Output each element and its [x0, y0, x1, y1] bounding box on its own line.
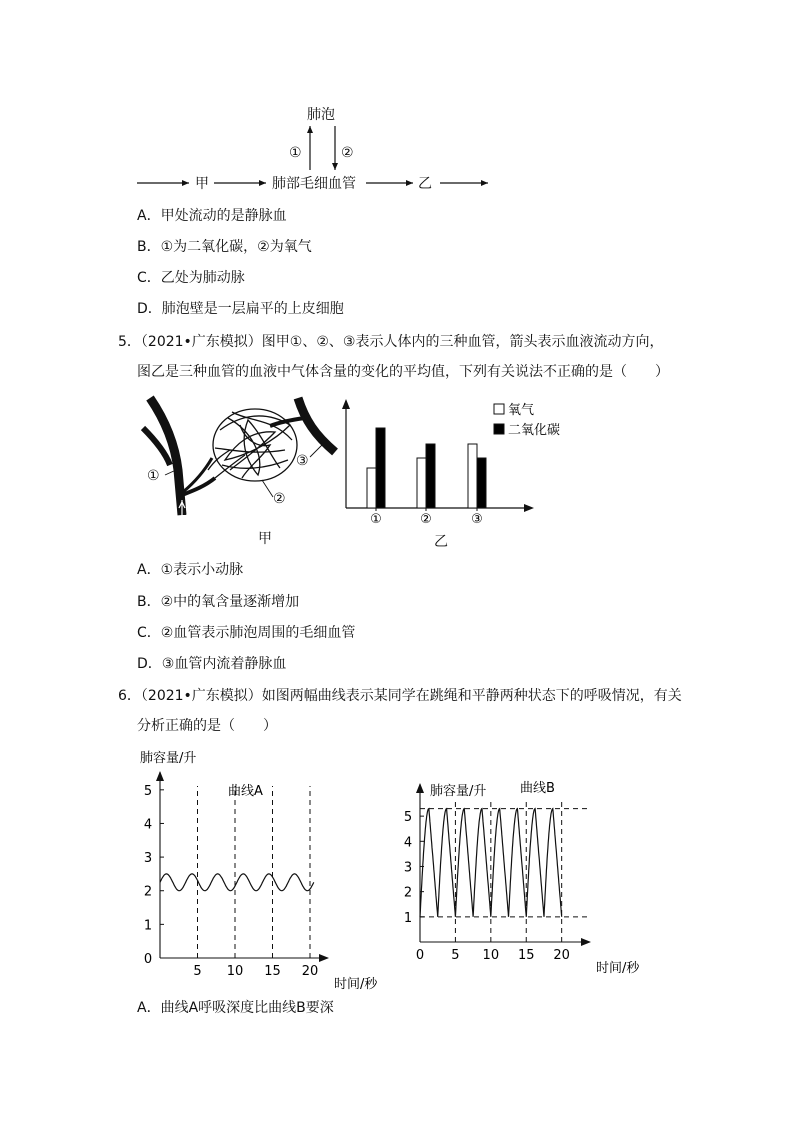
capillary-label: 肺部毛细血管 — [272, 176, 356, 192]
chart2-y-axis-arrow — [416, 783, 424, 793]
chart2-x-tick-label: 10 — [482, 948, 500, 963]
q5-option-c: C．②血管表示肺泡周围的毛细血管 — [137, 625, 356, 641]
x-tick-label: ③ — [471, 512, 483, 527]
chart2-x-axis-arrow — [581, 938, 591, 946]
yi-label: 乙 — [418, 176, 432, 192]
chart1-volume-curve — [160, 874, 314, 891]
jia-label: 甲 — [195, 176, 209, 192]
chart1-x-tick-label: 15 — [264, 964, 281, 979]
chart1-x-tick-label: 10 — [226, 964, 244, 979]
q4-option-c: C．乙处为肺动脉 — [137, 270, 245, 286]
chart1-y-tick-label: 1 — [143, 918, 153, 934]
q4-option-a: A．甲处流动的是静脉血 — [137, 208, 287, 224]
chart1-y-tick-label: 5 — [143, 783, 153, 799]
q5-stem-line2: 图乙是三种血管的血液中气体含量的变化的平均值，下列有关说法不正确的是（ ） — [137, 364, 669, 380]
chart1-y-tick-label: 3 — [143, 851, 153, 867]
chart2-title: 曲线B — [520, 781, 555, 796]
q5-option-d: D．③血管内流着静脉血 — [137, 656, 287, 672]
chart2-y-tick-label: 3 — [403, 860, 413, 876]
chart1-y-axis-arrow — [156, 771, 164, 781]
figure-jia-label: 甲 — [258, 531, 272, 547]
q6-stem-line1: 6．（2021•广东模拟）如图两幅曲线表示某同学在跳绳和平静两种状态下的呼吸情况，有关 — [118, 688, 682, 704]
chart1-y-tick-label: 2 — [143, 884, 153, 900]
chart1-x-label: 时间/秒 — [334, 977, 378, 992]
circle-2-label: ② — [341, 145, 354, 161]
q5-stem-line1: 5．（2021•广东模拟）图甲①、②、③表示人体内的三种血管，箭头表示血液流动方向， — [118, 334, 664, 350]
vessel-label-1: ① — [147, 468, 160, 484]
x-tick-label: ① — [370, 512, 382, 527]
chart2-x-label: 时间/秒 — [596, 961, 640, 976]
chart1-y-tick-label: 0 — [143, 952, 153, 967]
chart1-y-label: 肺容量/升 — [140, 751, 197, 766]
vessel-label-2: ② — [273, 491, 286, 507]
chart1-y-tick-label: 4 — [143, 817, 153, 833]
chart1-x-axis-arrow — [319, 954, 329, 962]
chart2-y-tick-label: 2 — [403, 885, 413, 901]
chart2-y-label: 肺容量/升 — [430, 784, 487, 799]
figure-yi-label: 乙 — [434, 534, 448, 550]
chart2-x-tick-label: 20 — [553, 948, 570, 963]
q5-option-b: B．②中的氧含量逐渐增加 — [137, 594, 300, 610]
chart1-x-tick-label: 5 — [193, 964, 202, 979]
q5-option-a: A．①表示小动脉 — [137, 562, 244, 578]
circle-1-label: ① — [289, 145, 302, 161]
legend-label-co2: 二氧化碳 — [508, 423, 561, 438]
q4-option-b: B．①为二氧化碳，②为氧气 — [137, 239, 312, 255]
chart2-y-tick-label: 4 — [403, 835, 413, 851]
chart2-x-tick-label: 15 — [517, 948, 535, 963]
vessel-label-3: ③ — [296, 453, 309, 469]
chart2-y-tick-label: 1 — [403, 910, 413, 926]
chart2-y-tick-label: 5 — [403, 810, 413, 826]
chart1-x-tick-label: 20 — [301, 964, 319, 979]
chart1-title: 曲线A — [228, 784, 263, 799]
q6-stem-line2: 分析正确的是（ ） — [137, 718, 277, 734]
x-tick-label: ② — [420, 512, 432, 527]
legend-label-oxygen: 氧气 — [508, 403, 535, 418]
q6-option-a: A．曲线A呼吸深度比曲线B要深 — [137, 1000, 334, 1016]
q4-option-d: D．肺泡壁是一层扁平的上皮细胞 — [137, 301, 344, 317]
chart2-x-tick-label: 0 — [415, 948, 425, 963]
alveolus-label: 肺泡 — [307, 107, 335, 123]
chart2-x-tick-label: 5 — [451, 948, 460, 963]
